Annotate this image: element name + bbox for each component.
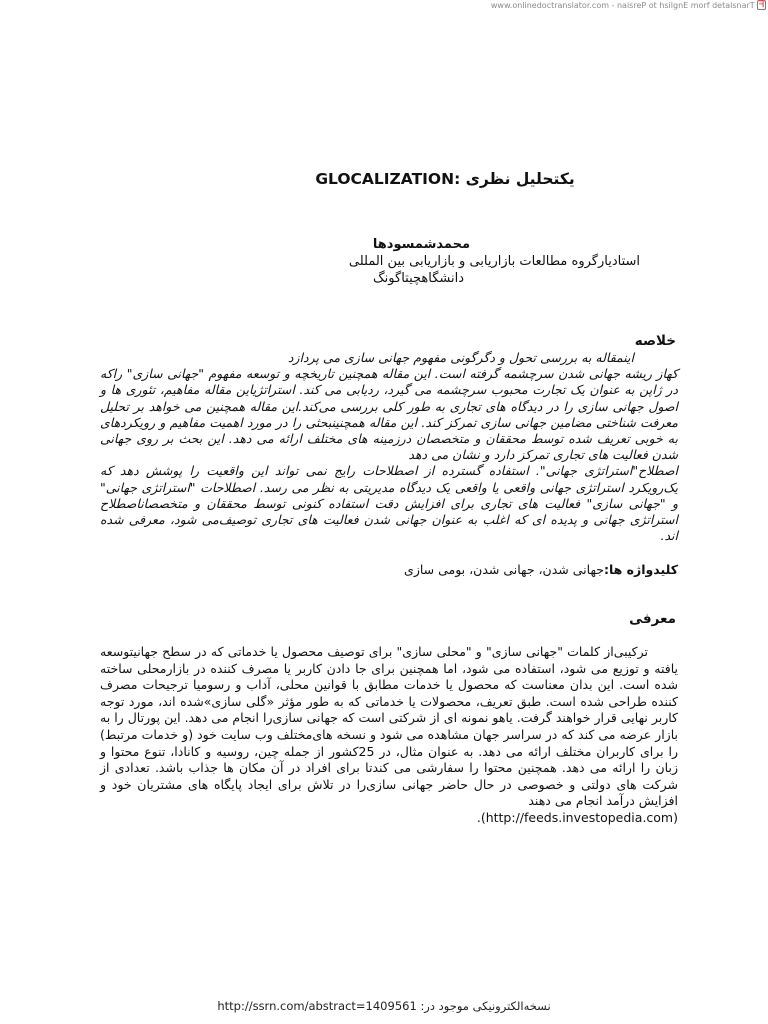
abstract-body [100,350,678,544]
author-affiliation: استادیارگروه مطالعات بازاریابی و بازاریابی بین المللی [348,254,640,269]
keywords-value: جهانی شدن، جهانی شدن، بومی سازی [404,562,604,577]
footer-label: نسخه‌الکترونیکی موجود در: [420,999,551,1013]
intro-body [100,644,678,827]
abstract-paragraph: اصطلاح"استراتژی جهانی". استفاده گسترده از اصطلاحات رایج نمی تواند این واقعیت را پوشش دهد که یک‌رویکرد استراتژی جهانی واقعی یا واقعی یک دیدگاه مدیریتی به نظر می رسد. اصطلاحات "استراتژی جهانی" و "جهانی سازی" فعالیت های تجاری برای افزایش دقت استفاده کنونی توسط محققان و متخصصاناصطلاح استراتژی جهانی و پدیده ای که اغلب به عنوان جهانی شدن فعالیت های تجاری توصیف‌می شود، معرفی شده اند. [100,463,678,544]
page-title: یکتحلیل نظری :GLOCALIZATION [315,170,575,188]
keywords-label: کلیدواژه ها: [603,562,678,577]
intro-heading: معرفی [629,611,676,627]
abstract-heading: خلاصه [634,333,676,349]
footer-url[interactable]: http://ssrn.com/abstract=1409561 [217,999,417,1013]
author-block [340,236,640,287]
intro-citation: .(http://feeds.investopedia.com) [476,809,678,825]
translator-logo-icon: ᖷ [758,0,764,10]
translator-watermark [491,0,768,10]
footer [0,999,768,1013]
watermark-text: www.onlinedoctranslator.com - naisreP ot hsilgnE morf detalsnarT [490,0,755,10]
abstract-paragraph: اینمقاله به بررسی تحول و دگرگونی مفهوم جهانی سازی می پردازد [287,350,634,365]
author-university: دانشگاهچیتاگونگ [373,271,464,286]
abstract-paragraph: کهاز ریشه جهانی شدن سرچشمه گرفته است. این مقاله همچنین تاریخچه و توسعه مفهوم "جهانی سازی" راکه در ژاپن به عنوان یک تجارت محبوب سرچشمه می گیرد، ردیابی می کند. استراتژیاین مقاله مفاهیم، تئوری ها و اصول جهانی سازی را در دیدگاه های تجاری به طور کلی بررسی می‌کند.این مقاله همچنین می خواهد بر تحلیل معرفت شناختی مضامین جهانی سازی تمرکز کند. این مقاله همچنینبحثی را در مورد اهمیت مفاهیم و رویکردهای به خوبی تعریف شده توسط محققان و متخصصان درزمینه های مختلف ارائه می دهد. این بحث بر روی جهانی شدن فعالیت های تجاری تمرکز دارد و نشان می دهد [100,366,678,463]
intro-paragraph: ترکیبی‌از کلمات "جهانی سازی" و "محلی سازی" برای توصیف محصول یا خدماتی که در سطح جهانیتوسعه یافته و توزیع می شود، استفاده می شود، اما همچنین برای جا دادن کاربر یا مصرف کننده در بازارمحلی ساخته شده است. این بدان معناست که محصول یا خدمات مطابق با قوانین محلی، آداب و رسومیا ترجیحات مصرف کننده طراحی شده است. طبق تعریف، محصولات یا خدماتی که به طور مؤثر «گلی سازی»شده اند، مورد توجه کاربر نهایی قرار خواهند گرفت. یاهو نمونه ای از شرکتی است که جهانی سازی‌را انجام می دهد. این پورتال را به بازار عرضه می کند که در سراسر جهان مشاهده می شود و نسخه های‌مختلف وب سایت خود (و خدمات مرتبط) را برای کاربران مختلف ارائه می دهد. به عنوان مثال، در 25کشور از جمله چین، روسیه و کانادا، تنوع محتوا و زبان را ارائه می دهد. همچنین محتوا را سفارشی می کندتا برای افراد در آن مکان ها جذاب باشد. تعدادی از شرکت های دولتی و خصوصی در حال حاضر جهانی سازی‌را در تلاش برای ایجاد پایگاه های مشتریان خود و افزایش درآمد انجام می دهند [100,644,678,809]
author-name: محمدشمسودها [372,237,470,252]
keywords-line [100,562,678,578]
